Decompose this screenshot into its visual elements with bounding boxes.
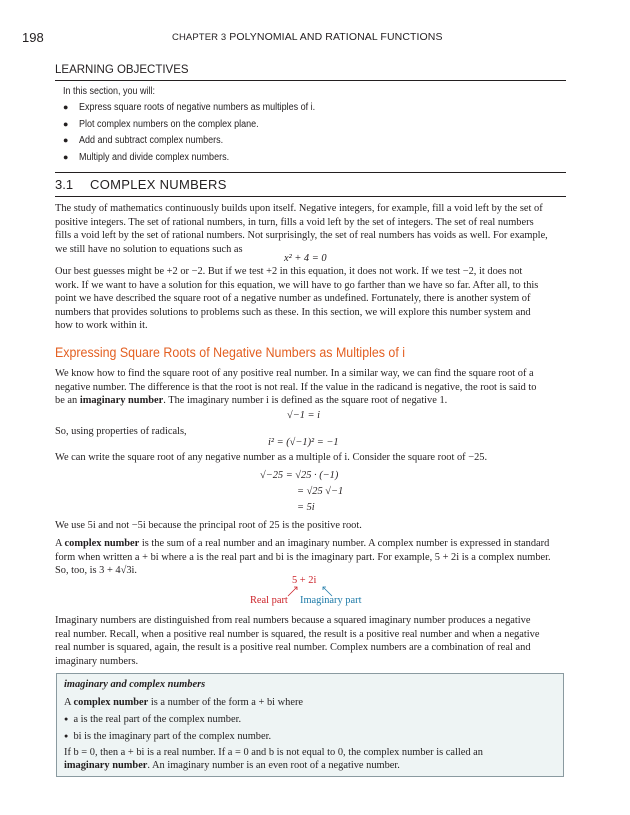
term-imaginary-number-box: imaginary number (64, 760, 148, 771)
section-title: COMPLEX NUMBERS (90, 177, 227, 192)
definition-line-4: If b = 0, then a + bi is a real number. If a = 0 and b is not equal to 0, the complex number is called an (64, 747, 483, 758)
bullet-icon: ● (63, 151, 69, 162)
distinguish-paragraph: Imaginary numbers are distinguished from real numbers because a squared imaginary number produces a negative real number. Recall, when a positive real number is squared, the result is a positive real number and when a negative real number is squared, again, the result is a positive real number. Complex numbers are a combination of real and imaginary numbers. (55, 615, 540, 667)
bullet-icon: ● (64, 715, 69, 723)
equation-step-2: = √25 √−1 (297, 486, 344, 497)
equation-step-3: = 5i (297, 502, 315, 513)
radicals-text: So, using properties of radicals, (55, 426, 187, 437)
running-head (172, 31, 443, 43)
bullet-icon: ● (63, 135, 69, 145)
term-complex-number: complex number (64, 538, 140, 549)
definition-line-5: imaginary number. An imaginary number is an even root of a negative number. (64, 760, 400, 771)
term-imaginary-number: imaginary number (79, 395, 164, 406)
multiple-text: We can write the square root of any negative number as a multiple of i. Consider the square root of −25. (55, 452, 488, 463)
list-item: ● Plot complex numbers on the complex plane. (63, 118, 259, 130)
learning-objectives-rule (55, 80, 566, 81)
equation-i-squared: i² = (√−1)² = −1 (268, 437, 339, 448)
definition-line-1: A complex number is a number of the form a + bi where (64, 697, 304, 708)
list-item: ● Multiply and divide complex numbers. (63, 151, 230, 163)
intro-paragraph: The study of mathematics continuously builds upon itself. Negative integers, for example, fill a void left by the set of positive integers. The set of rational numbers, in turn, fills a void left by the set of integers. The set of real numbers fills a void left by the set of rational numbers. Not surprisingly, the set of real numbers has voids as well. For example, we still have no solution to equations such as (55, 203, 548, 255)
real-part-label: Real part (250, 595, 288, 606)
diagram-expression: 5 + 2i (292, 575, 317, 586)
list-item: ● Add and subtract complex numbers. (63, 135, 224, 146)
bullet-icon: ● (63, 118, 69, 129)
section-number: 3.1 (55, 177, 74, 192)
imaginary-paragraph: We know how to find the square root of any positive real number. In a similar way, we can find the square root of a negative number. The difference is that the root is not real. If the value in the radicand is negative, the root is said to be an imaginary number. The imaginary number i is defined as the square root of negative 1. (55, 368, 537, 406)
equation-step-1: √−25 = √25 · (−1) (260, 470, 339, 481)
learning-objectives-intro: In this section, you will: (63, 86, 156, 97)
imaginary-part-label: Imaginary part (300, 595, 362, 606)
principal-root-text: We use 5i and not −5i because the principal root of 25 is the positive root. (55, 520, 362, 531)
section-rule-top (55, 172, 566, 173)
second-paragraph: Our best guesses might be +2 or −2. But if we test +2 in this equation, it does not work. If we test −2, it does not work. If we want to have a solution for this equation, we will have to go farther than we have so far. After all, to this point we have described the square root of a negative number as undefined. Fortunately, there is another system of numbers that provides solutions to problems such as these. In this section, we will explore this number system and how to work within it. (55, 266, 539, 331)
definition-bullet-1: ● a is the real part of the complex number. (64, 714, 242, 725)
section-rule-bottom (55, 196, 566, 197)
learning-objectives-title: LEARNING OBJECTIVES (55, 64, 189, 76)
learning-objectives-list (63, 102, 341, 168)
term-complex-number-box: complex number (73, 697, 149, 708)
page-number: 198 (22, 30, 44, 45)
bullet-icon: ● (63, 102, 69, 112)
equation-x-squared: x² + 4 = 0 (284, 253, 327, 264)
bullet-icon: ● (64, 732, 69, 740)
definition-bullet-2: ● bi is the imaginary part of the complex number. (64, 731, 272, 742)
subsection-heading: Expressing Square Roots of Negative Numbers as Multiples of i (55, 345, 406, 360)
definition-box-title: imaginary and complex numbers (64, 679, 206, 690)
chapter-label: CHAPTER 3 (172, 32, 227, 43)
equation-i-definition: √−1 = i (287, 410, 321, 421)
list-item: ● Express square roots of negative numbers as multiples of i. (63, 102, 316, 113)
complex-paragraph: A complex number is the sum of a real number and an imaginary number. A complex number is expressed in standard form when written a + bi where a is the real part and bi is the imaginary part. For example, 5 + 2i is a complex number. So, too, is 3 + 4√3i. (55, 538, 551, 576)
chapter-title: POLYNOMIAL AND RATIONAL FUNCTIONS (229, 31, 443, 43)
real-part-arrow (288, 587, 297, 596)
